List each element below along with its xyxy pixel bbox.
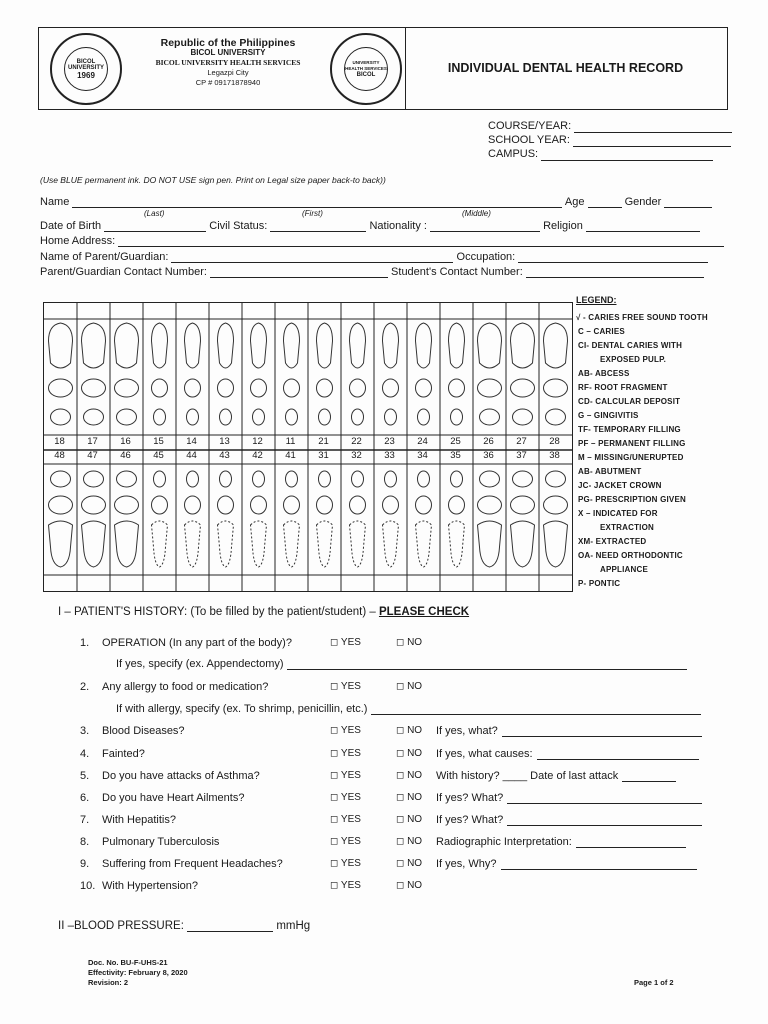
question-text: Do you have attacks of Asthma? (102, 770, 260, 782)
upper-tooth-front[interactable] (513, 409, 533, 425)
tooth-number-36: 36 (483, 450, 494, 461)
seal-left-year: 1969 (77, 70, 95, 80)
question-text: Pulmonary Tuberculosis (102, 836, 220, 848)
followup-question: If yes? What? (436, 792, 702, 804)
question-text: Any allergy to food or medication? (102, 681, 269, 693)
seal-right-bottom: BICOL (356, 72, 376, 78)
question-number: 4. (80, 748, 90, 760)
lower-tooth-side[interactable] (251, 521, 267, 567)
upper-tooth-front[interactable] (480, 409, 500, 425)
tooth-number-43: 43 (219, 450, 230, 461)
bp-label: II –BLOOD PRESSURE: (58, 920, 184, 932)
upper-tooth-side[interactable] (218, 323, 234, 368)
lower-tooth-front[interactable] (187, 471, 199, 487)
followup-question: If yes, what causes: (436, 748, 699, 760)
student-contact-label: Student's Contact Number: (391, 266, 523, 278)
yes-checkbox[interactable]: ◻ YES (330, 725, 361, 736)
upper-tooth-occlusal[interactable] (185, 379, 201, 397)
religion-label: Religion (543, 220, 583, 232)
civil-status-field[interactable] (270, 220, 366, 232)
upper-tooth-occlusal[interactable] (478, 379, 502, 397)
legend-item: AB- ABUTMENT (578, 467, 642, 476)
student-contact-field[interactable] (526, 266, 704, 278)
tooth-number-15: 15 (153, 436, 164, 447)
middle-hint: (Middle) (462, 209, 491, 218)
upper-tooth-side[interactable] (383, 323, 399, 368)
occupation-field[interactable] (518, 251, 708, 263)
legend-item: CI- DENTAL CARIES WITH (578, 341, 683, 350)
tooth-number-27: 27 (516, 436, 527, 447)
tooth-number-47: 47 (87, 450, 98, 461)
no-checkbox[interactable]: ◻ NO (396, 725, 423, 736)
no-checkbox[interactable]: ◻ NO (396, 880, 423, 891)
upper-tooth-side[interactable] (317, 323, 333, 368)
yes-checkbox[interactable]: ◻ YES (330, 748, 361, 759)
lower-tooth-side[interactable] (511, 521, 535, 567)
doc-number: Doc. No. BU-F-UHS-21 (88, 958, 168, 967)
lower-tooth-occlusal[interactable] (317, 496, 333, 514)
question-text: OPERATION (In any part of the body)? (102, 637, 292, 649)
course-fields (488, 119, 732, 161)
followup-question: With history? ____ Date of last attack (436, 770, 676, 782)
instruction-text: (Use BLUE permanent ink. DO NOT USE sign pen. Print on Legal size paper back-to back)) (40, 175, 386, 185)
lower-tooth-occlusal[interactable] (251, 496, 267, 514)
tooth-number-31: 31 (318, 450, 329, 461)
last-hint: (Last) (144, 209, 165, 218)
lower-tooth-front[interactable] (451, 471, 463, 487)
upper-tooth-occlusal[interactable] (317, 379, 333, 397)
legend-item: AB- ABCESS (578, 369, 630, 378)
tooth-number-14: 14 (186, 436, 197, 447)
upper-tooth-side[interactable] (478, 323, 502, 368)
footer-doc-info (88, 958, 188, 988)
question-number: 7. (80, 814, 90, 826)
upper-tooth-front[interactable] (319, 409, 331, 425)
specify-allergy-label: If with allergy, specify (ex. To shrimp, penicillin, etc.) (116, 703, 368, 715)
lower-tooth-front[interactable] (513, 471, 533, 487)
parent-field[interactable] (171, 251, 453, 263)
address-label: Home Address: (40, 235, 116, 247)
legend-item: XM- EXTRACTED (578, 537, 647, 546)
upper-tooth-front[interactable] (84, 409, 104, 425)
religion-field[interactable] (586, 220, 700, 232)
tooth-number-37: 37 (516, 450, 527, 461)
address-row (40, 235, 724, 247)
lower-tooth-side[interactable] (82, 521, 106, 567)
dob-label: Date of Birth (40, 220, 102, 232)
lower-tooth-side[interactable] (383, 521, 399, 567)
name-label: Name (40, 196, 70, 208)
name-row (40, 196, 712, 208)
tooth-number-24: 24 (417, 436, 428, 447)
question-text: With Hypertension? (102, 880, 198, 892)
upper-tooth-front[interactable] (187, 409, 199, 425)
followup-field[interactable] (576, 836, 686, 848)
specify-allergy-field[interactable] (371, 703, 701, 715)
followup-question: If yes, what? (436, 725, 702, 737)
lower-tooth-side[interactable] (49, 521, 73, 567)
blood-pressure-row (58, 920, 310, 932)
upper-tooth-side[interactable] (511, 323, 535, 368)
tooth-number-11: 11 (285, 436, 296, 447)
upper-tooth-side[interactable] (82, 323, 106, 368)
lower-tooth-front[interactable] (480, 471, 500, 487)
yes-checkbox[interactable]: ◻ YES (330, 880, 361, 891)
upper-tooth-side[interactable] (416, 323, 432, 368)
lower-tooth-front[interactable] (546, 471, 566, 487)
no-checkbox[interactable]: ◻ NO (396, 637, 423, 648)
lower-tooth-front[interactable] (253, 471, 265, 487)
followup-question: If yes? What? (436, 814, 702, 826)
specify-operation (116, 658, 687, 670)
republic-text: Republic of the Philippines (160, 37, 296, 49)
lower-tooth-occlusal[interactable] (416, 496, 432, 514)
specify-operation-label: If yes, specify (ex. Appendectomy) (116, 658, 284, 670)
question-number: 5. (80, 770, 90, 782)
dental-chart (43, 302, 573, 592)
parent-row (40, 251, 708, 263)
followup-question: If yes, Why? (436, 858, 697, 870)
yes-checkbox[interactable]: ◻ YES (330, 792, 361, 803)
lower-tooth-side[interactable] (218, 521, 234, 567)
yes-checkbox[interactable]: ◻ YES (330, 681, 361, 692)
service-text: BICOL UNIVERSITY HEALTH SERVICES (155, 58, 301, 67)
seal-right-text: UNIVERSITY HEALTH SERVICES (345, 60, 387, 71)
lower-tooth-occlusal[interactable] (82, 496, 106, 514)
tooth-number-18: 18 (54, 436, 65, 447)
lower-tooth-occlusal[interactable] (350, 496, 366, 514)
yes-checkbox[interactable]: ◻ YES (330, 836, 361, 847)
no-checkbox[interactable]: ◻ NO (396, 748, 423, 759)
lower-tooth-occlusal[interactable] (152, 496, 168, 514)
course-year-label: COURSE/YEAR: (488, 120, 572, 132)
bicol-university-seal (50, 33, 122, 105)
nationality-field[interactable] (430, 220, 540, 232)
tooth-number-45: 45 (153, 450, 164, 461)
gender-field[interactable] (664, 196, 712, 208)
lower-tooth-occlusal[interactable] (544, 496, 568, 514)
tooth-number-17: 17 (87, 436, 98, 447)
upper-tooth-occlusal[interactable] (115, 379, 139, 397)
lower-tooth-occlusal[interactable] (449, 496, 465, 514)
upper-tooth-occlusal[interactable] (49, 379, 73, 397)
lower-tooth-front[interactable] (319, 471, 331, 487)
age-label: Age (564, 196, 585, 208)
no-checkbox[interactable]: ◻ NO (396, 681, 423, 692)
revision: Revision: 2 (88, 978, 129, 987)
header-text-block (128, 38, 328, 88)
legend-item: C – CARIES (578, 327, 625, 336)
yes-checkbox[interactable]: ◻ YES (330, 637, 361, 648)
yes-checkbox[interactable]: ◻ YES (330, 858, 361, 869)
school-year-label: SCHOOL YEAR: (488, 134, 570, 146)
question-number: 1. (80, 637, 90, 649)
upper-tooth-front[interactable] (51, 409, 71, 425)
lower-tooth-side[interactable] (416, 521, 432, 567)
address-field[interactable] (118, 235, 724, 247)
legend-item: EXPOSED PULP. (600, 355, 667, 364)
question-text: Do you have Heart Ailments? (102, 792, 245, 804)
no-checkbox[interactable]: ◻ NO (396, 770, 423, 781)
followup-field[interactable] (622, 770, 676, 782)
tooth-number-28: 28 (549, 436, 560, 447)
cp-text: CP # 09171878940 (195, 78, 261, 87)
school-year-field[interactable] (573, 135, 731, 147)
lower-tooth-front[interactable] (117, 471, 137, 487)
upper-tooth-front[interactable] (117, 409, 137, 425)
lower-tooth-side[interactable] (284, 521, 300, 567)
please-check-text: PLEASE CHECK (378, 606, 470, 618)
legend-item: EXTRACTION (600, 523, 654, 532)
legend-item: OA- NEED ORTHODONTIC (578, 551, 683, 560)
tooth-number-44: 44 (186, 450, 197, 461)
upper-tooth-front[interactable] (352, 409, 364, 425)
parent-label: Name of Parent/Guardian: (40, 251, 169, 263)
followup-field[interactable] (507, 792, 702, 804)
upper-tooth-occlusal[interactable] (350, 379, 366, 397)
no-checkbox[interactable]: ◻ NO (396, 836, 423, 847)
upper-tooth-occlusal[interactable] (511, 379, 535, 397)
question-number: 8. (80, 836, 90, 848)
upper-tooth-side[interactable] (185, 323, 201, 368)
yes-checkbox[interactable]: ◻ YES (330, 814, 361, 825)
upper-tooth-occlusal[interactable] (449, 379, 465, 397)
upper-tooth-side[interactable] (284, 323, 300, 368)
upper-tooth-side[interactable] (544, 323, 568, 368)
lower-tooth-front[interactable] (220, 471, 232, 487)
tooth-number-34: 34 (417, 450, 428, 461)
question-number: 6. (80, 792, 90, 804)
lower-tooth-occlusal[interactable] (478, 496, 502, 514)
followup-field[interactable] (501, 858, 697, 870)
campus-label: CAMPUS: (488, 148, 539, 160)
yes-checkbox[interactable]: ◻ YES (330, 770, 361, 781)
upper-tooth-front[interactable] (220, 409, 232, 425)
upper-tooth-front[interactable] (154, 409, 166, 425)
upper-tooth-front[interactable] (418, 409, 430, 425)
legend-item: CD- CALCULAR DEPOSIT (578, 397, 681, 406)
question-text: Fainted? (102, 748, 145, 760)
lower-tooth-occlusal[interactable] (185, 496, 201, 514)
legend-item: X – INDICATED FOR (578, 509, 658, 518)
no-checkbox[interactable]: ◻ NO (396, 814, 423, 825)
upper-tooth-side[interactable] (449, 323, 465, 368)
document-title: INDIVIDUAL DENTAL HEALTH RECORD (447, 61, 684, 75)
lower-tooth-front[interactable] (51, 471, 71, 487)
lower-tooth-front[interactable] (418, 471, 430, 487)
tooth-number-25: 25 (450, 436, 461, 447)
legend-item: √ - CARIES FREE SOUND TOOTH (576, 313, 708, 322)
lower-tooth-side[interactable] (478, 521, 502, 567)
course-year-field[interactable] (574, 121, 732, 133)
lower-tooth-front[interactable] (84, 471, 104, 487)
bp-unit: mmHg (276, 920, 311, 932)
page-number: Page 1 of 2 (634, 978, 674, 987)
legend-item: G – GINGIVITIS (578, 411, 639, 420)
no-checkbox[interactable]: ◻ NO (396, 792, 423, 803)
followup-field[interactable] (537, 748, 699, 760)
teeth-diagram (44, 303, 572, 591)
tooth-number-42: 42 (252, 450, 263, 461)
lower-tooth-side[interactable] (544, 521, 568, 567)
upper-tooth-occlusal[interactable] (152, 379, 168, 397)
lower-tooth-side[interactable] (115, 521, 139, 567)
no-checkbox[interactable]: ◻ NO (396, 858, 423, 869)
lower-tooth-side[interactable] (317, 521, 333, 567)
dob-field[interactable] (104, 220, 206, 232)
lower-tooth-side[interactable] (185, 521, 201, 567)
history-heading-text: I – PATIENT'S HISTORY: (To be filled by the patient/student) – (58, 606, 376, 618)
lower-tooth-side[interactable] (350, 521, 366, 567)
tooth-number-12: 12 (252, 436, 263, 447)
question-text: With Hepatitis? (102, 814, 176, 826)
question-number: 10. (80, 880, 96, 892)
question-number: 9. (80, 858, 90, 870)
upper-tooth-occlusal[interactable] (82, 379, 106, 397)
question-text: Blood Diseases? (102, 725, 185, 737)
tooth-number-26: 26 (483, 436, 494, 447)
legend (576, 295, 766, 591)
age-field[interactable] (588, 196, 622, 208)
upper-tooth-front[interactable] (253, 409, 265, 425)
campus-field[interactable] (541, 149, 713, 161)
upper-tooth-front[interactable] (451, 409, 463, 425)
upper-tooth-side[interactable] (115, 323, 139, 368)
university-text: BICOL UNIVERSITY (190, 48, 266, 57)
effectivity: Effectivity: February 8, 2020 (88, 968, 188, 977)
specify-operation-field[interactable] (287, 658, 687, 670)
followup-question: Radiographic Interpretation: (436, 836, 686, 848)
contact-row (40, 266, 704, 278)
tooth-number-23: 23 (384, 436, 395, 447)
tooth-number-38: 38 (549, 450, 560, 461)
legend-item: JC- JACKET CROWN (578, 481, 662, 490)
tooth-number-33: 33 (384, 450, 395, 461)
followup-field[interactable] (507, 814, 702, 826)
upper-tooth-occlusal[interactable] (383, 379, 399, 397)
upper-tooth-occlusal[interactable] (416, 379, 432, 397)
tooth-number-13: 13 (219, 436, 230, 447)
tooth-number-35: 35 (450, 450, 461, 461)
upper-tooth-side[interactable] (350, 323, 366, 368)
tooth-number-16: 16 (120, 436, 131, 447)
legend-item: APPLIANCE (600, 565, 649, 574)
seal-left-text: BICOL UNIVERSITY (67, 58, 104, 71)
city-text: Legazpi City (207, 68, 249, 77)
question-text: Suffering from Frequent Headaches? (102, 858, 283, 870)
gender-label: Gender (624, 196, 662, 208)
lower-tooth-side[interactable] (449, 521, 465, 567)
tooth-number-41: 41 (285, 450, 296, 461)
lower-tooth-front[interactable] (154, 471, 166, 487)
lower-tooth-front[interactable] (385, 471, 397, 487)
lower-tooth-occlusal[interactable] (383, 496, 399, 514)
civil-status-label: Civil Status: (209, 220, 268, 232)
upper-tooth-front[interactable] (286, 409, 298, 425)
upper-tooth-side[interactable] (152, 323, 168, 368)
legend-item: M – MISSING/UNERUPTED (578, 453, 684, 462)
tooth-number-48: 48 (54, 450, 65, 461)
dob-row (40, 220, 700, 232)
lower-tooth-side[interactable] (152, 521, 168, 567)
upper-tooth-occlusal[interactable] (251, 379, 267, 397)
parent-contact-field[interactable] (210, 266, 388, 278)
nationality-label: Nationality : (369, 220, 427, 232)
first-hint: (First) (302, 209, 323, 218)
upper-tooth-front[interactable] (385, 409, 397, 425)
legend-item: RF- ROOT FRAGMENT (578, 383, 668, 392)
lower-tooth-occlusal[interactable] (115, 496, 139, 514)
question-number: 2. (80, 681, 90, 693)
legend-item: PF – PERMANENT FILLING (578, 439, 686, 448)
lower-tooth-occlusal[interactable] (511, 496, 535, 514)
lower-tooth-front[interactable] (352, 471, 364, 487)
lower-tooth-occlusal[interactable] (49, 496, 73, 514)
followup-field[interactable] (502, 725, 702, 737)
lower-tooth-occlusal[interactable] (284, 496, 300, 514)
upper-tooth-occlusal[interactable] (544, 379, 568, 397)
upper-tooth-occlusal[interactable] (284, 379, 300, 397)
tooth-number-46: 46 (120, 450, 131, 461)
legend-title: LEGEND: (576, 295, 617, 305)
upper-tooth-occlusal[interactable] (218, 379, 234, 397)
parent-contact-label: Parent/Guardian Contact Number: (40, 266, 207, 278)
tooth-number-21: 21 (318, 436, 329, 447)
health-services-seal (330, 33, 402, 105)
history-heading (58, 606, 469, 618)
question-number: 3. (80, 725, 90, 737)
upper-tooth-side[interactable] (251, 323, 267, 368)
bp-field[interactable] (187, 920, 273, 932)
legend-item: TF- TEMPORARY FILLING (578, 425, 681, 434)
upper-tooth-front[interactable] (546, 409, 566, 425)
lower-tooth-front[interactable] (286, 471, 298, 487)
lower-tooth-occlusal[interactable] (218, 496, 234, 514)
occupation-label: Occupation: (456, 251, 516, 263)
tooth-number-32: 32 (351, 450, 362, 461)
name-field[interactable] (72, 196, 562, 208)
tooth-number-22: 22 (351, 436, 362, 447)
legend-item: PG- PRESCRIPTION GIVEN (578, 495, 686, 504)
upper-tooth-side[interactable] (49, 323, 73, 368)
legend-item: P- PONTIC (578, 579, 621, 588)
specify-allergy (116, 703, 701, 715)
